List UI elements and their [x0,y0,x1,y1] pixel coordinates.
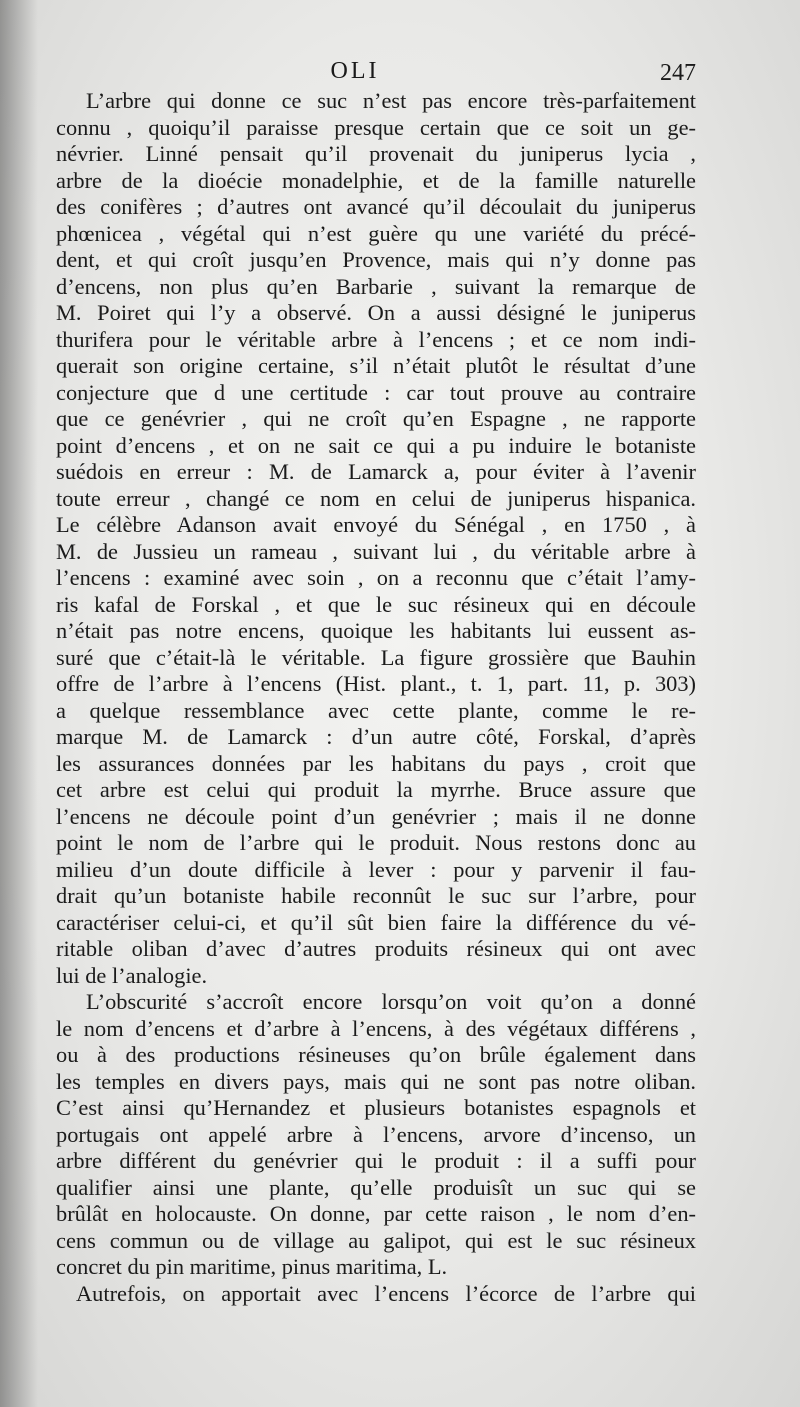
text-line: offre de l’arbre à l’encens (Hist. plant., t. 1, part. 11, p. 303) [56,671,696,696]
text-line: M. de Jussieu un rameau , suivant lui , du véritable arbre à [56,538,696,564]
text-line: L’obscurité s’accroît encore lorsqu’on voit qu’on a donné [86,989,696,1014]
text-line: concret du pin maritime, pinus maritima, L. [56,1254,448,1279]
text-line: milieu d’un doute difficile à lever : pour y parvenir il fau- [56,856,696,882]
page-number: 247 [660,60,696,86]
text-line: les temples en divers pays, mais qui ne sont pas notre oliban. [56,1068,696,1094]
text-line: dent, et qui croît jusqu’en Provence, mais qui n’y donne pas [56,247,696,272]
page-header [0,58,800,90]
text-line: brûlât en holocauste. On donne, par cette raison , le nom d’en- [56,1201,696,1226]
text-line: d’encens, non plus qu’en Barbarie , suivant la remarque de [56,273,696,299]
text-line: C’est ainsi qu’Hernandez et plusieurs botanistes espagnols et [56,1095,696,1120]
text-line: thurifera pour le véritable arbre à l’encens ; et ce nom indi- [56,326,696,352]
text-line: ou à des productions résineuses qu’on brûle également dans [56,1042,696,1067]
text-line: marque M. de Lamarck : d’un autre côté, Forskal, d’après [56,724,696,749]
text-line: lui de l’analogie. [56,962,208,988]
body-text [56,88,696,1307]
text-line: arbre de la dioécie monadelphie, et de la famille naturelle [56,167,696,193]
text-line: cet arbre est celui qui produit la myrrhe. Bruce assure que [56,777,696,802]
text-line: l’encens ne découle point d’un genévrier ; mais il ne donne [56,803,696,829]
text-line: des conifères ; d’autres ont avancé qu’il découlait du juniperus [56,194,696,219]
text-line: suré que c’était-là le véritable. La figure grossière que Bauhin [56,644,696,670]
text-line: qualifier ainsi une plante, qu’elle produisît un suc qui se [56,1174,696,1200]
text-line: caractériser celui-ci, et qu’il sût bien faire la différence du vé- [56,909,696,935]
text-line: suédois en erreur : M. de Lamarck a, pour éviter à l’avenir [56,459,696,484]
text-line: L’arbre qui donne ce suc n’est pas encore très-parfaitement [86,88,696,113]
text-line: les assurances données par les habitans du pays , croit que [56,750,696,776]
text-line: Le célèbre Adanson avait envoyé du Sénégal , en 1750 , à [56,512,696,537]
text-line: ritable oliban d’avec d’autres produits résineux qui ont avec [56,936,696,961]
text-line: conjecture que d une certitude : car tout prouve au contraire [56,379,696,405]
text-line: que ce genévrier , qui ne croît qu’en Espagne , ne rapporte [56,406,696,431]
running-title: OLI [330,58,380,84]
text-line: querait son origine certaine, s’il n’était plutôt le résultat d’une [56,353,696,378]
text-line: l’encens : examiné avec soin , on a reconnu que c’était l’amy- [56,565,696,590]
text-line: Autrefois, on apportait avec l’encens l’écorce de l’arbre qui [76,1280,696,1306]
text-line: névrier. Linné pensait qu’il provenait du juniperus lycia , [56,141,696,166]
text-line: portugais ont appelé arbre à l’encens, arvore d’incenso, un [56,1121,696,1147]
text-line: arbre différent du genévrier qui le produit : il a suffi pour [56,1148,696,1173]
text-line: ris kafal de Forskal , et que le suc résineux qui en découle [56,591,696,617]
text-line: M. Poiret qui l’y a observé. On a aussi désigné le juniperus [56,300,696,325]
text-line: n’était pas notre encens, quoique les habitants lui eussent as- [56,618,696,643]
text-line: phœnicea , végétal qui n’est guère qu une variété du précé- [56,220,696,246]
text-line: le nom d’encens et d’arbre à l’encens, à des végétaux différens , [56,1015,696,1041]
text-line: a quelque ressemblance avec cette plante, comme le re- [56,697,696,723]
text-line: connu , quoiqu’il paraisse presque certain que ce soit un ge- [56,114,696,140]
text-line: point d’encens , et on ne sait ce qui a pu induire le botaniste [56,432,696,458]
text-line: toute erreur , changé ce nom en celui de juniperus hispanica. [56,485,696,511]
text-line: drait qu’un botaniste habile reconnût le suc sur l’arbre, pour [56,883,696,908]
text-line: cens commun ou de village au galipot, qui est le suc résineux [56,1227,696,1253]
text-line: point le nom de l’arbre qui le produit. Nous restons donc au [56,830,696,855]
